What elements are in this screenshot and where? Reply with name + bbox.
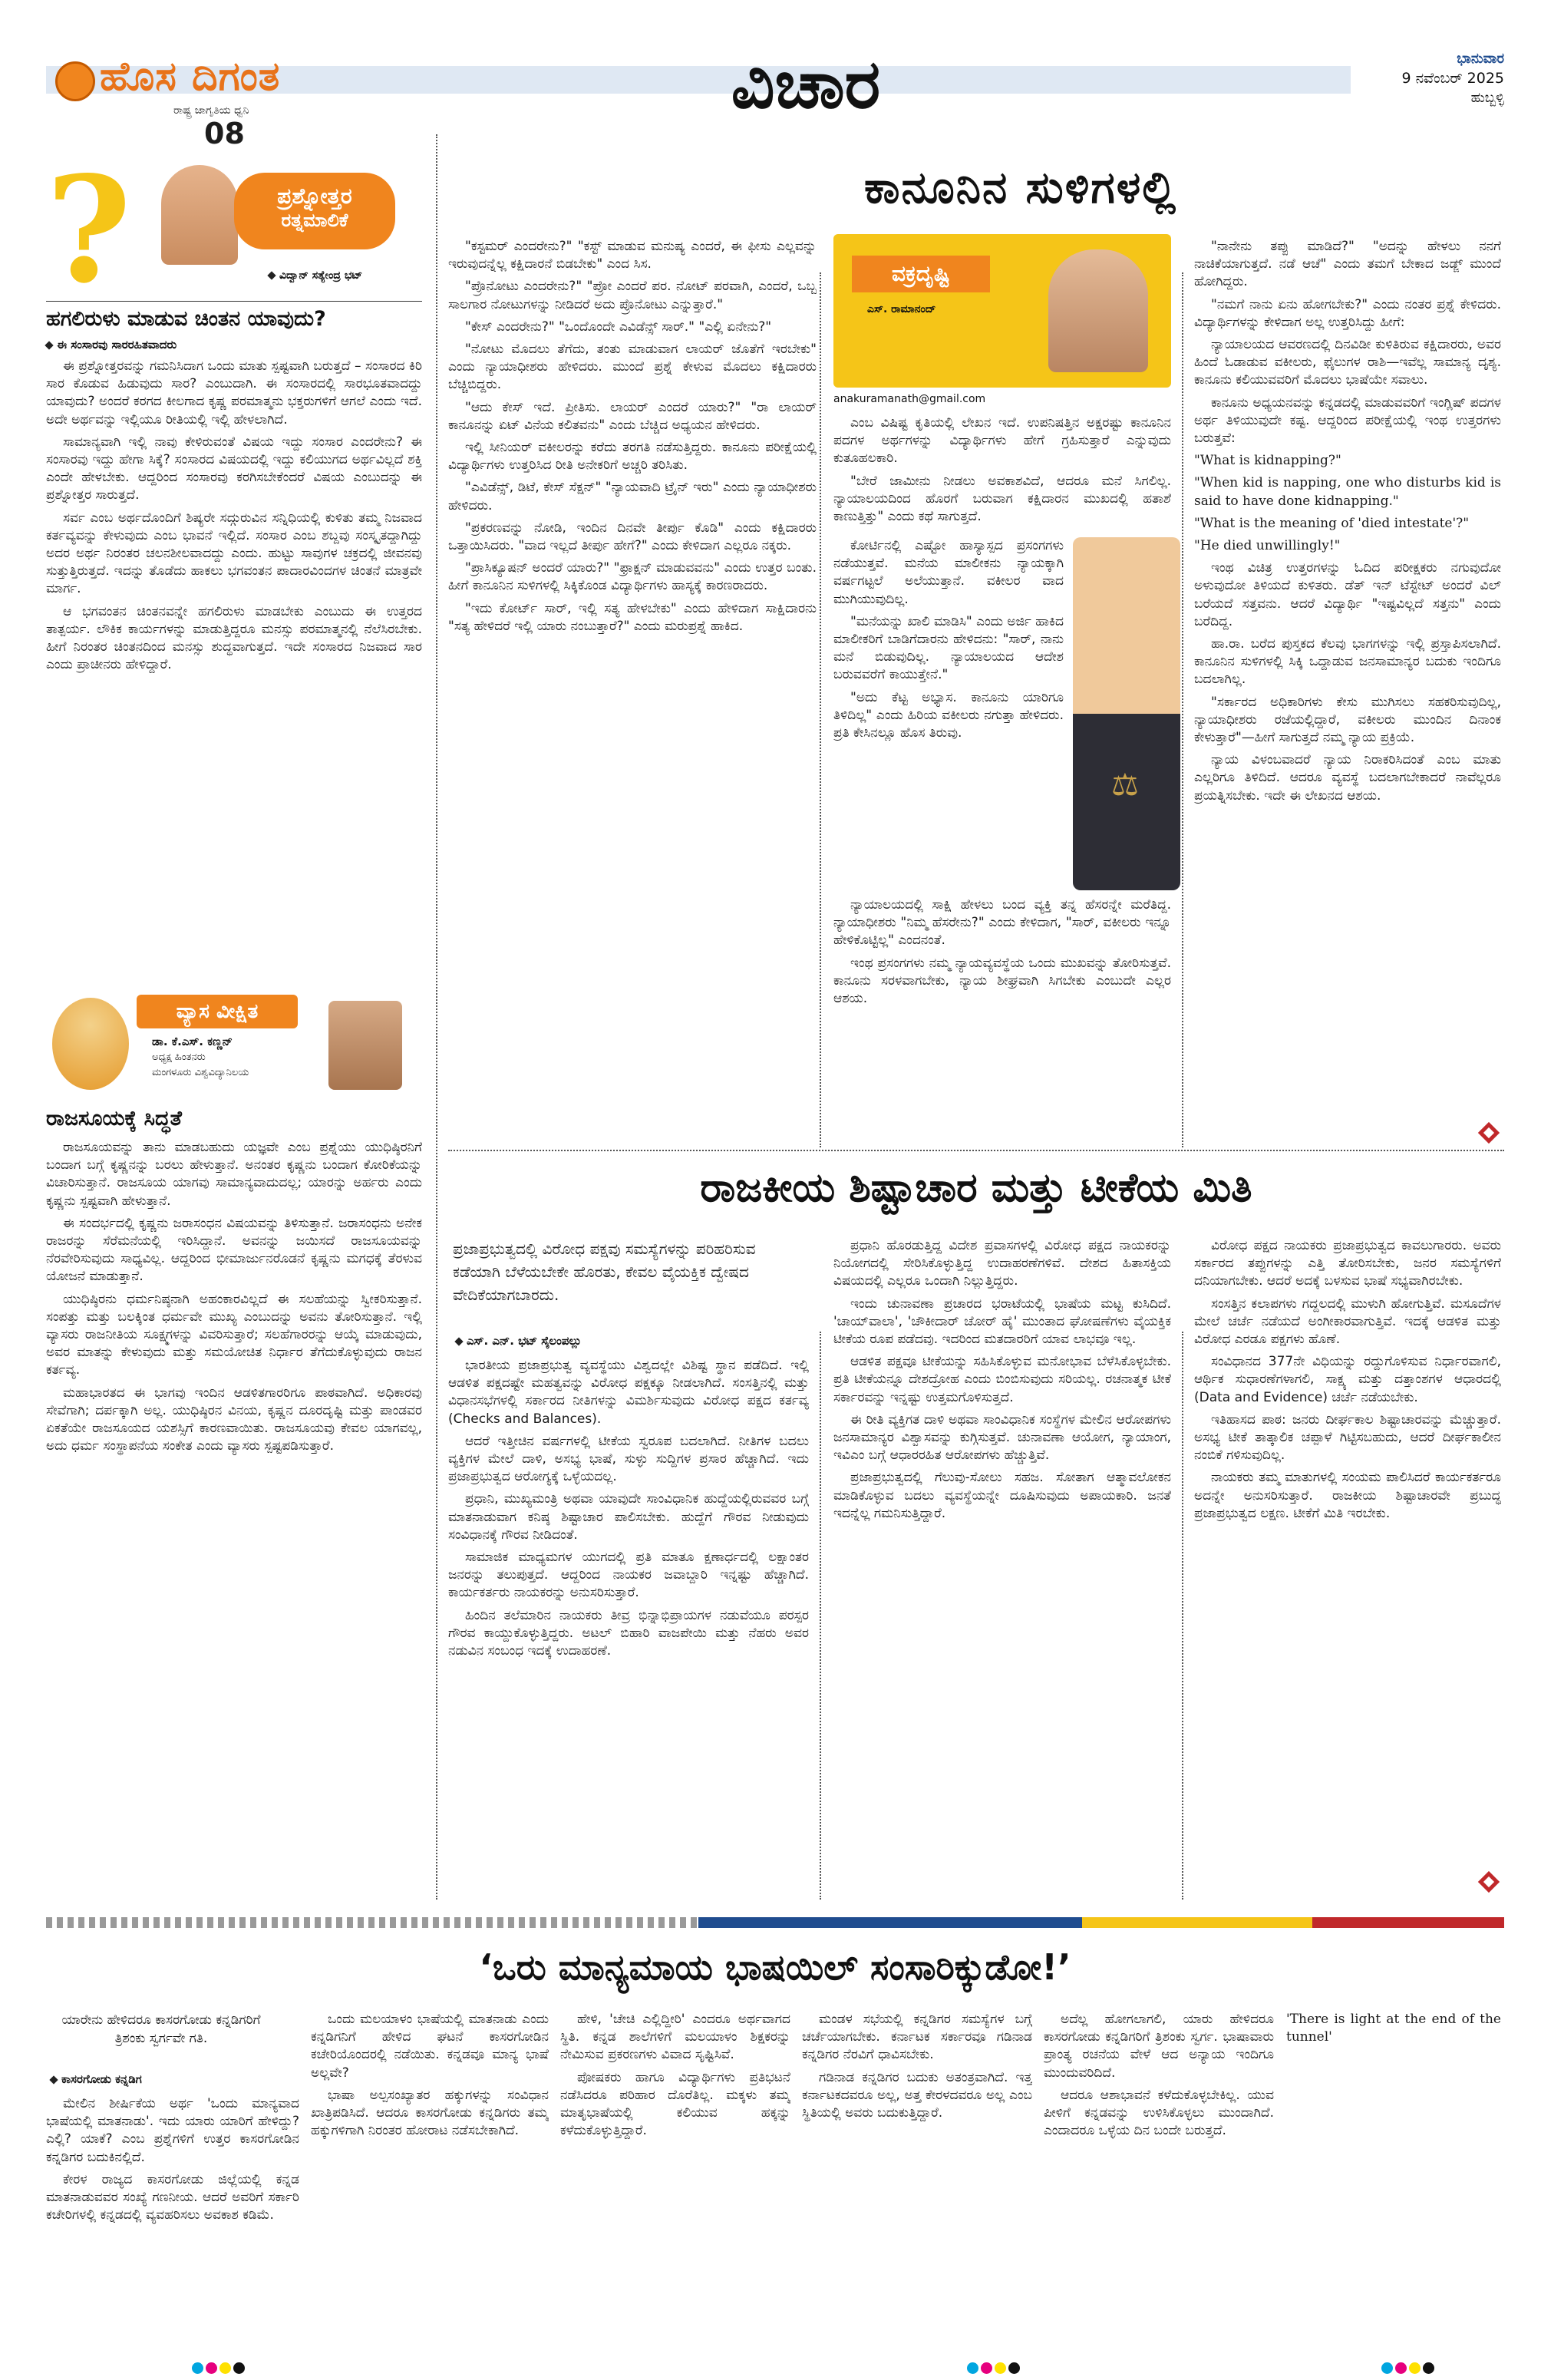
qa-question: ಹಗಲಿರುಳು ಮಾಡುವ ಚಿಂತನ ಯಾವುದು? — [46, 307, 326, 331]
pen-icon — [454, 1337, 463, 1345]
language-title: ‘ಒರು ಮಾನ್ಯಮಾಯ ಭಾಷಯಿಲ್ ಸಂಸಾರಿಕ್ಕುಡೋ!’ — [479, 1946, 1071, 1988]
qa-author-name: ವಿದ್ವಾನ್ ಸತ್ಯೇಂದ್ರ ಭಟ್ — [279, 269, 363, 282]
scales-of-justice-icon: ⚖ — [1111, 767, 1139, 803]
language-paragraph: ಅದೆಲ್ಲ ಹೋಗಲಾಗಲಿ, ಯಾರು ಹೇಳಿದರೂ ಕಾಸರಗೋಡು ಕನ್ನಡಿಗರಿಗೆ ತ್ರಿಶಂಕು ಸ್ವರ್ಗ. ಭಾಷಾವಾರು ಪ್ರಾಂತ್ಯ ರಚನೆಯ ವೇಳೆ ಆದ ಅನ್ಯಾಯ ಇಂದಿಗೂ ಮುಂದುವರಿದಿದೆ. — [1044, 2012, 1274, 2081]
vakradrushti-col2-bottom — [833, 896, 1171, 1134]
language-paragraph: ಹೇಳಿ, 'ಚೇಚಿ ಎಲ್ಲಿದ್ದೀರಿ' ಎಂದರೂ ಅರ್ಥವಾಗದ ಸ್ಥಿತಿ. ಕನ್ನಡ ಶಾಲೆಗಳಿಗೆ ಮಲಯಾಳಂ ಶಿಕ್ಷಕರನ್ನು ನೇಮಿಸುವ ಪ್ರಕರಣಗಳು ವಿವಾದ ಸೃಷ್ಟಿಸಿವೆ. — [560, 2012, 790, 2063]
vakradrushti-paragraph: ಇಂಥ ವಿಚಿತ್ರ ಉತ್ತರಗಳನ್ನು ಓದಿದ ಪರೀಕ್ಷಕರು ನಗುವುದೋ ಅಳುವುದೋ ತಿಳಿಯದೆ ಕುಳಿತರು. ಡೆತ್ ಇನ್ ಟೆಸ್ಟೇಟ್ ಅಂದರೆ ವಿಲ್ ಬರೆಯದೆ ಸತ್ತವನು. ಆದರೆ ವಿದ್ಯಾರ್ಥಿ "ಇಷ್ಟವಿಲ್ಲದೆ ಸತ್ತನು" ಎಂದು ಬರೆದಿದ್ದ. — [1194, 560, 1501, 629]
vakradrushti-paragraph: "ಇದು ಕೋರ್ಟ್ ಸಾರ್, ಇಲ್ಲಿ ಸತ್ಯ ಹೇಳಬೇಕು" ಎಂದು ಹೇಳಿದಾಗ ಸಾಕ್ಷಿದಾರನು "ಸತ್ಯ ಹೇಳಿದರೆ ಇಲ್ಲಿ ಯಾರು ನಂಬುತ್ತಾರೆ?" ಎಂದು ಮರುಪ್ರಶ್ನೆ ಹಾಕಿದ. — [448, 600, 817, 634]
vakradrushti-paragraph: ಕೋರ್ಟಿನಲ್ಲಿ ಎಷ್ಟೋ ಹಾಸ್ಯಾಸ್ಪದ ಪ್ರಸಂಗಗಳು ನಡೆಯುತ್ತವೆ. ಮನೆಯ ಮಾಲೀಕನು ನ್ಯಾಯಕ್ಕಾಗಿ ವರ್ಷಗಟ್ಟಲೆ ಅಲೆಯುತ್ತಾನೆ. ವಕೀಲರ ವಾದ ಮುಗಿಯುವುದಿಲ್ಲ. — [833, 538, 1064, 607]
politics-author-name: ಎಸ್. ಎನ್. ಭಟ್ ಸೈಲಂಪಲ್ಲು — [467, 1334, 582, 1348]
qa-badge — [234, 173, 395, 249]
politics-paragraph: ಪ್ರಧಾನಿ, ಮುಖ್ಯಮಂತ್ರಿ ಅಥವಾ ಯಾವುದೇ ಸಾಂವಿಧಾನಿಕ ಹುದ್ದೆಯಲ್ಲಿರುವವರ ಬಗ್ಗೆ ಮಾತನಾಡುವಾಗ ಕನಿಷ್ಠ ಶಿಷ್ಟಾಚಾರ ಪಾಲಿಸಬೇಕು. ಹುದ್ದೆಗೆ ಗೌರವ ನೀಡುವುದು ಸಂವಿಧಾನಕ್ಕೆ ಗೌರವ ನೀಡಿದಂತೆ. — [448, 1491, 809, 1543]
vyasa-author: ಡಾ. ಕೆ.ಎಸ್. ಕಣ್ಣನ್ — [152, 1035, 233, 1048]
vakradrushti-paragraph: ಇಲ್ಲಿ ಸೀನಿಯರ್ ವಕೀಲರನ್ನು ಕರೆದು ತರಗತಿ ನಡೆಸುತ್ತಿದ್ದರು. ಕಾನೂನು ಪರೀಕ್ಷೆಯಲ್ಲಿ ವಿದ್ಯಾರ್ಥಿಗಳು ಉತ್ತರಿಸಿದ ರೀತಿ ಅನೇಕರಿಗೆ ಅಚ್ಚರಿ ತರಿಸಿತು. — [448, 440, 817, 474]
politics-paragraph: ಪ್ರಧಾನಿ ಹೊರಡುತ್ತಿದ್ದ ವಿದೇಶ ಪ್ರವಾಸಗಳಲ್ಲಿ ವಿರೋಧ ಪಕ್ಷದ ನಾಯಕರನ್ನು ನಿಯೋಗದಲ್ಲಿ ಸೇರಿಸಿಕೊಳ್ಳುತ್ತಿದ್ದ ಉದಾಹರಣೆಗಳಿವೆ. ದೇಶದ ಹಿತಾಸಕ್ತಿಯ ವಿಷಯದಲ್ಲಿ ಎಲ್ಲರೂ ಒಂದಾಗಿ ನಿಲ್ಲುತ್ತಿದ್ದರು. — [833, 1238, 1171, 1289]
vakradrushti-col3 — [1194, 238, 1501, 1144]
qa-badge-line2: ರತ್ನಮಾಲಿಕೆ — [281, 210, 348, 231]
qa-paragraph: ಸಾಮಾನ್ಯವಾಗಿ ಇಲ್ಲಿ ನಾವು ಕೇಳಿರುವಂತೆ ವಿಷಯ ಇದ್ದು ಸಂಸಾರ ಎಂದರೇನು? ಈ ಸಂಸಾರವು ಇದ್ದು ಹೇಗಾ ಸಿಕ್ಕೆ? ಸಂಸಾರದ ವಿಷಯದಲ್ಲಿ ಇದ್ದು ಕಲಿಯುಗದ ಅರ್ಥವಿಲ್ಲದೆ ಶಕ್ತಿ ಎಂದೇ ಹೇಳಬೇಕು. ಆದ್ದರಿಂದ ಸಂಸಾರವು ಕರಗಿಸಬೇಕೆಂದರೆ ವಿಷಯ ಎಂಬುದನ್ನು ಈ ಪ್ರಶ್ನೋತ್ತರ ಸಾರುತ್ತದೆ. — [46, 434, 422, 503]
politics-paragraph: ಸಂಸತ್ತಿನ ಕಲಾಪಗಳು ಗದ್ದಲದಲ್ಲಿ ಮುಳುಗಿ ಹೋಗುತ್ತಿವೆ. ಮಸೂದೆಗಳ ಮೇಲೆ ಚರ್ಚೆ ನಡೆಯದೆ ಅಂಗೀಕಾರವಾಗುತ್ತಿವೆ. ಇದಕ್ಕೆ ಆಡಳಿತ ಮತ್ತು ವಿರೋಧ ಎರಡೂ ಪಕ್ಷಗಳು ಹೊಣೆ. — [1194, 1296, 1501, 1348]
vakradrushti-author-photo — [1048, 249, 1148, 372]
vakradrushti-paragraph: "ನಮಗೆ ನಾನು ಏನು ಹೋಗಬೇಕು?" ಎಂದು ನಂತರ ಪ್ರಶ್ನೆ ಕೇಳಿದರು. ವಿದ್ಯಾರ್ಥಿಗಳನ್ನು ಕೇಳಿದಾಗ ಅಲ್ಲ ಉತ್ತರಿಸಿದ್ದು ಹೀಗೆ: — [1194, 296, 1501, 330]
vakradrushti-paragraph: "ಪ್ರಾಸಿಕ್ಯೂಷನ್ ಅಂದರೆ ಯಾರು?" "ಫ್ರಾಕ್ಷನ್ ಮಾಡುವವನು" ಎಂದು ಉತ್ತರ ಬಂತು. ಹೀಗೆ ಕಾನೂನಿನ ಸುಳಿಗಳಲ್ಲಿ ಸಿಕ್ಕಿಕೊಂಡ ವಿದ್ಯಾರ್ಥಿಗಳು ಹಾಸ್ಯಕ್ಕೆ ಕಾರಣರಾದರು. — [448, 560, 817, 594]
vakradrushti-paragraph: "ಆದು ಕೇಸ್ ಇದೆ. ಪ್ರೀತಿಸು. ಲಾಯರ್ ಎಂದರೆ ಯಾರು?" "ರಾ ಲಾಯರ್ ಕಾನೂನನ್ನು ಏಟ್ ವಿನೆಯ ಕಲಿತವನು" ಎಂದು ಬೆಚ್ಚಿದ ಅಧ್ಯಯನ ಹೇಳಿದರು. — [448, 399, 817, 433]
issue-date-block — [1335, 51, 1504, 106]
issue-city: ಹುಬ್ಬಳ್ಳಿ — [1470, 90, 1504, 106]
vyasa-paragraph: ಯುಧಿಷ್ಠಿರನು ಧರ್ಮನಿಷ್ಠನಾಗಿ ಅಹಂಕಾರವಿಲ್ಲದೆ ಈ ಸಲಹೆಯನ್ನು ಸ್ವೀಕರಿಸುತ್ತಾನೆ. ಸಂಪತ್ತು ಮತ್ತು ಬಲಕ್ಕಿಂತ ಧರ್ಮವೇ ಮುಖ್ಯ ಎಂಬುದನ್ನು ಅವನು ತೋರಿಸುತ್ತಾನೆ. ಇಲ್ಲಿ ವ್ಯಾಸರು ರಾಜನೀತಿಯ ಸೂಕ್ಷ್ಮಗಳನ್ನು ವಿವರಿಸುತ್ತಾರೆ; ಸಲಹೆಗಾರರನ್ನು ಆಯ್ಕೆ ಮಾಡುವುದು, ಅವರ ಮಾತನ್ನು ಕೇಳುವುದು ಮತ್ತು ಸಮಯೋಚಿತ ನಿರ್ಧಾರ ತೆಗೆದುಕೊಳ್ಳುವುದು ರಾಜನ ಕರ್ತವ್ಯ. — [46, 1291, 422, 1378]
language-paragraph: ಮೇಲಿನ ಶೀರ್ಷಿಕೆಯ ಅರ್ಥ 'ಒಂದು ಮಾನ್ಯವಾದ ಭಾಷೆಯಲ್ಲಿ ಮಾತನಾಡು'. ಇದು ಯಾರು ಯಾರಿಗೆ ಹೇಳಿದ್ದು? ಎಲ್ಲಿ? ಯಾಕೆ? ಎಂಬ ಪ್ರಶ್ನೆಗಳಿಗೆ ಉತ್ತರ ಕಾಸರಗೋಡಿನ ಕನ್ನಡಿಗರ ಬದುಕಿನಲ್ಲಿದೆ. — [46, 2096, 299, 2165]
vakradrushti-paragraph: "ಕೇಸ್ ಎಂದರೇನು?" "ಒಂದೊಂದೇ ಎವಿಡೆನ್ಸ್ ಸಾರ್." "ಎಲ್ಲಿ ಏನೇನು?" — [465, 319, 772, 335]
qa-author-photo — [161, 165, 238, 265]
vyasa-sage-illustration — [52, 998, 129, 1090]
language-author-name: ಕಾಸರಗೋಡು ಕನ್ನಡಿಗ — [61, 2072, 142, 2086]
language-col5 — [1044, 2011, 1274, 2349]
english-quote: 'There is light at the end of the tunnel' — [1286, 2012, 1501, 2045]
language-paragraph: ಗಡಿನಾಡ ಕನ್ನಡಿಗರ ಬದುಕು ಅತಂತ್ರವಾಗಿದೆ. ಇತ್ತ ಕರ್ನಾಟಕದವರೂ ಅಲ್ಲ, ಅತ್ತ ಕೇರಳದವರೂ ಅಲ್ಲ ಎಂಬ ಸ್ಥಿತಿಯಲ್ಲಿ ಅವರು ಬದುಕುತ್ತಿದ್ದಾರೆ. — [802, 2069, 1032, 2121]
cmyk-marks-center — [967, 2362, 1022, 2377]
vakradrushti-paragraph: ಎಂಬ ವಿಷಿಷ್ಟ ಕೃತಿಯಲ್ಲಿ ಲೇಖನ ಇದೆ. ಉಪನಿಷತ್ತಿನ ಅಕ್ಷರಷ್ಟು ಕಾನೂನಿನ ಪದಗಳ ಅರ್ಥಗಳನ್ನು ವಿದ್ಯಾರ್ಥಿಗಳು ಹೇಗೆ ಗ್ರಹಿಸುತ್ತಾರೆ ಎನ್ನುವುದು ಕುತೂಹಲಕಾರಿ. — [833, 415, 1171, 467]
politics-paragraph: ವಿರೋಧ ಪಕ್ಷದ ನಾಯಕರು ಪ್ರಜಾಪ್ರಭುತ್ವದ ಕಾವಲುಗಾರರು. ಅವರು ಸರ್ಕಾರದ ತಪ್ಪುಗಳನ್ನು ಎತ್ತಿ ತೋರಿಸಬೇಕು, ಜನರ ಸಮಸ್ಯೆಗಳಿಗೆ ದನಿಯಾಗಬೇಕು. ಆದರೆ ಅದಕ್ಕೆ ಬಳಸುವ ಭಾಷೆ ಸಭ್ಯವಾಗಿರಬೇಕು. — [1194, 1238, 1501, 1289]
qa-asker — [46, 338, 177, 352]
language-paragraph: ಮಂಡಳ ಸಭೆಯಲ್ಲಿ ಕನ್ನಡಿಗರ ಸಮಸ್ಯೆಗಳ ಬಗ್ಗೆ ಚರ್ಚೆಯಾಗಬೇಕು. ಕರ್ನಾಟಕ ಸರ್ಕಾರವೂ ಗಡಿನಾಡ ಕನ್ನಡಿಗರ ನೆರವಿಗೆ ಧಾವಿಸಬೇಕು. — [802, 2012, 1032, 2063]
cartoon-lawyer-illustration — [1073, 537, 1180, 890]
politics-paragraph: ಇತಿಹಾಸದ ಪಾಠ: ಜನರು ದೀರ್ಘಕಾಲ ಶಿಷ್ಟಾಚಾರವನ್ನು ಮೆಚ್ಚುತ್ತಾರೆ. ಅಸಭ್ಯ ಟೀಕೆ ತಾತ್ಕಾಲಿಕ ಚಪ್ಪಾಳೆ ಗಿಟ್ಟಿಸಬಹುದು, ಆದರೆ ದೀರ್ಘಕಾಲೀನ ನಂಬಿಕೆ ಗಳಿಸುವುದಿಲ್ಲ. — [1194, 1411, 1501, 1464]
politics-paragraph: ನಾಯಕರು ತಮ್ಮ ಮಾತುಗಳಲ್ಲಿ ಸಂಯಮ ಪಾಲಿಸಿದರೆ ಕಾರ್ಯಕರ್ತರೂ ಅದನ್ನೇ ಅನುಸರಿಸುತ್ತಾರೆ. ರಾಜಕೀಯ ಶಿಷ್ಟಾಚಾರವೇ ಪ್ರಬುದ್ಧ ಪ್ರಜಾಪ್ರಭುತ್ವದ ಲಕ್ಷಣ. ಟೀಕೆಗೆ ಮಿತಿ ಇರಬೇಕು. — [1194, 1470, 1501, 1521]
page-number: 08 — [204, 117, 245, 150]
qa-header — [46, 144, 422, 315]
pen-icon — [45, 341, 53, 349]
qa-author — [269, 269, 362, 282]
vakradrushti-title: ಕಾನೂನಿನ ಸುಳಿಗಳಲ್ಲಿ — [863, 161, 1178, 213]
politics-col3 — [1194, 1237, 1501, 1897]
vakradrushti-badge: ವಕ್ರದೃಷ್ಟಿ — [852, 256, 990, 292]
qa-paragraph: ಆ ಭಗವಂತನ ಚಿಂತನವನ್ನೇ ಹಗಲಿರುಳು ಮಾಡಬೇಕು ಎಂಬುದು ಈ ಉತ್ತರದ ತಾತ್ಪರ್ಯ. ಲೌಕಿಕ ಕಾರ್ಯಗಳನ್ನು ಮಾಡುತ್ತಿದ್ದರೂ ಮನಸ್ಸು ಪರಮಾತ್ಮನಲ್ಲಿ ನೆಲೆಸಿರಬೇಕು. ಹೀಗೆ ನಿರಂತರ ಚಿಂತನದಿಂದ ಮನಸ್ಸು ಶುದ್ಧವಾಗುತ್ತದೆ. ಇದೇ ಸಂಸಾರದ ನಿಜವಾದ ಸಾರ ಎಂದು ಪ್ರಾಚೀನರು ಹೇಳಿದ್ದಾರೆ. — [46, 603, 422, 673]
vakradrushti-paragraph: "ಎವಿಡೆನ್ಸ್, ಡಿಟೆ, ಕೇಸ್ ಸೆಕ್ಷನ್" "ನ್ಯಾಯವಾದಿ ಟ್ರೈನ್ ಇರು" ಎಂದು ನ್ಯಾಯಾಧೀಶರು ಹೇಳಿದರು. — [448, 480, 817, 513]
issue-date: 9 ನವೆಂಬರ್ 2025 — [1401, 70, 1504, 87]
section-title: ವಿಚಾರ — [731, 45, 881, 124]
logo-text: ಹೊಸ ದಿಗಂತ — [100, 54, 281, 100]
language-paragraph: ಆದರೂ ಆಶಾಭಾವನೆ ಕಳೆದುಕೊಳ್ಳಬೇಕಿಲ್ಲ. ಯುವ ಪೀಳಿಗೆ ಕನ್ನಡವನ್ನು ಉಳಿಸಿಕೊಳ್ಳಲು ಮುಂದಾಗಿದೆ. ಎಂದಾದರೂ ಒಳ್ಳೆಯ ದಿನ ಬಂದೇ ಬರುತ್ತದೆ. — [1044, 2087, 1274, 2139]
vakradrushti-paragraph: "ನಾನೇನು ತಪ್ಪು ಮಾಡಿದೆ?" "ಅದನ್ನು ಹೇಳಲು ನನಗೆ ನಾಚಿಕೆಯಾಗುತ್ತದೆ. ನಡೆ ಆಚೆ" ಎಂದು ತಮಗೆ ಬೇಕಾದ ಜಡ್ಜ್ ಮುಂದೆ ಹೋಗಿದ್ದರು. — [1194, 239, 1501, 290]
vyasa-author-org: ಮಂಗಳೂರು ವಿಶ್ವವಿದ್ಯಾನಿಲಯ — [152, 1067, 249, 1078]
vakradrushti-paragraph: "ಪ್ರೊನೋಟು ಎಂದರೇನು?" "ಪ್ರೋ ಎಂದರೆ ಪರ. ನೋಟ್ ಪರವಾಗಿ, ಎಂದರೆ, ಒಬ್ಬ ಸಾಲಗಾರ ನೋಟುಗಳನ್ನು ನೀಡಿದರೆ ಅದು ಪ್ರೊನೋಟು ಎನ್ನುತ್ತಾರೆ." — [448, 279, 817, 312]
qa-body — [46, 358, 422, 987]
vakradrushti-paragraph: "ಅದು ಕೆಟ್ಟ ಅಭ್ಯಾಸ. ಕಾನೂನು ಯಾರಿಗೂ ತಿಳಿದಿಲ್ಲ" ಎಂದು ಹಿರಿಯ ವಕೀಲರು ನಗುತ್ತಾ ಹೇಳಿದರು. ಪ್ರತಿ ಕೇಸಿನಲ್ಲೂ ಹೊಸ ತಿರುವು. — [833, 689, 1064, 741]
vakradrushti-paragraph: ನ್ಯಾಯಾಲಯದ ಆವರಣದಲ್ಲಿ ದಿನವಿಡೀ ಕುಳಿತಿರುವ ಕಕ್ಷಿದಾರರು, ಅವರ ಹಿಂದೆ ಓಡಾಡುವ ವಕೀಲರು, ಫೈಲುಗಳ ರಾಶಿ—ಇವೆಲ್ಲ ಸಾಮಾನ್ಯ ದೃಶ್ಯ. ಕಾನೂನು ಕಲಿಯುವವರಿಗೆ ಮೊದಲು ಭಾಷೆಯೇ ಸವಾಲು. — [1194, 337, 1501, 388]
vakradrushti-paragraph: "ಮನೆಯನ್ನು ಖಾಲಿ ಮಾಡಿಸಿ" ಎಂದು ಅರ್ಜಿ ಹಾಕಿದ ಮಾಲೀಕರಿಗೆ ಬಾಡಿಗೆದಾರನು ಹೇಳಿದನು: "ಸಾರ್, ನಾನು ಮನೆ ಬಿಡುವುದಿಲ್ಲ. ನ್ಯಾಯಾಲಯದ ಆದೇಶ ಬರುವವರೆಗೆ ಕಾಯುತ್ತೇನೆ." — [833, 613, 1064, 683]
question-mark-icon: ? — [46, 144, 132, 315]
language-col3 — [560, 2011, 790, 2349]
vyasa-paragraph: ಮಹಾಭಾರತದ ಈ ಭಾಗವು ಇಂದಿನ ಆಡಳಿತಗಾರರಿಗೂ ಪಾಠವಾಗಿದೆ. ಅಧಿಕಾರವು ಸೇವೆಗಾಗಿ; ದರ್ಪಕ್ಕಾಗಿ ಅಲ್ಲ. ಯುಧಿಷ್ಠಿರನ ವಿನಯ, ಕೃಷ್ಣನ ದೂರದೃಷ್ಟಿ ಮತ್ತು ಪಾಂಡವರ ಏಕತೆಯೇ ರಾಜಸೂಯದ ಯಶಸ್ಸಿಗೆ ಕಾರಣವಾಯಿತು. ರಾಜಸೂಯವು ಕೇವಲ ಯಾಗವಲ್ಲ, ಅದು ಧರ್ಮ ಸಂಸ್ಥಾಪನೆಯ ಸಂಕೇತ ಎಂದು ವ್ಯಾಸರು ಸ್ಪಷ್ಟಪಡಿಸುತ್ತಾರೆ. — [46, 1385, 422, 1454]
politics-paragraph: ಭಾರತೀಯ ಪ್ರಜಾಪ್ರಭುತ್ವ ವ್ಯವಸ್ಥೆಯು ವಿಶ್ವದಲ್ಲೇ ವಿಶಿಷ್ಟ ಸ್ಥಾನ ಪಡೆದಿದೆ. ಇಲ್ಲಿ ಆಡಳಿತ ಪಕ್ಷದಷ್ಟೇ ಮಹತ್ವವನ್ನು ವಿರೋಧ ಪಕ್ಷಕ್ಕೂ ನೀಡಲಾಗಿದೆ. ಸಂಸತ್ತಿನಲ್ಲಿ ಮತ್ತು ವಿಧಾನಸಭೆಗಳಲ್ಲಿ ಸರ್ಕಾರದ ನೀತಿಗಳನ್ನು ವಿಮರ್ಶಿಸುವುದು ವಿರೋಧ ಪಕ್ಷದ ಕರ್ತವ್ಯ (Checks and Balances). — [448, 1358, 809, 1427]
vakradrushti-paragraph: ನ್ಯಾಯಾಲಯದಲ್ಲಿ ಸಾಕ್ಷಿ ಹೇಳಲು ಬಂದ ವ್ಯಕ್ತಿ ತನ್ನ ಹೆಸರನ್ನೇ ಮರೆತಿದ್ದ. ನ್ಯಾಯಾಧೀಶರು "ನಿಮ್ಮ ಹೆಸರೇನು?" ಎಂದು ಕೇಳಿದಾಗ, "ಸಾರ್, ವಕೀಲರು ಇನ್ನೂ ಹೇಳಿಕೊಟ್ಟಿಲ್ಲ" ಎಂದನಂತೆ. — [833, 897, 1171, 949]
vakradrushti-paragraph: "ಬೇರೆ ಜಾಮೀನು ನೀಡಲು ಅವಕಾಶವಿದೆ, ಆದರೂ ಮನೆ ಸಿಗಲಿಲ್ಲ. ನ್ಯಾಯಾಲಯದಿಂದ ಹೊರಗೆ ಬರುವಾಗ ಕಕ್ಷಿದಾರನ ಮುಖದಲ್ಲಿ ಹತಾಶೆ ಕಾಣುತ್ತಿತ್ತು" ಎಂದು ಕಥೆ ಸಾಗುತ್ತದೆ. — [833, 473, 1171, 525]
politics-paragraph: ಇಂದು ಚುನಾವಣಾ ಪ್ರಚಾರದ ಭರಾಟೆಯಲ್ಲಿ ಭಾಷೆಯ ಮಟ್ಟ ಕುಸಿದಿದೆ. 'ಚಾಯ್‌ವಾಲಾ', 'ಚೌಕೀದಾರ್ ಚೋರ್ ಹೈ' ಮುಂತಾದ ಘೋಷಣೆಗಳು ವೈಯಕ್ತಿಕ ಟೀಕೆಯ ರೂಪ ಪಡೆದವು. ಇದರಿಂದ ಮತದಾರರಿಗೆ ಯಾವ ಲಾಭವೂ ಇಲ್ಲ. — [833, 1296, 1171, 1348]
language-paragraph: ಕೇರಳ ರಾಜ್ಯದ ಕಾಸರಗೋಡು ಜಿಲ್ಲೆಯಲ್ಲಿ ಕನ್ನಡ ಮಾತನಾಡುವವರ ಸಂಖ್ಯೆ ಗಣನೀಯ. ಆದರೆ ಅವರಿಗೆ ಸರ್ಕಾರಿ ಕಚೇರಿಗಳಲ್ಲಿ ಕನ್ನಡದಲ್ಲಿ ವ್ಯವಹರಿಸಲು ಅವಕಾಶ ಕಡಿಮೆ. — [46, 2171, 299, 2223]
politics-title: ರಾಜಕೀಯ ಶಿಷ್ಟಾಚಾರ ಮತ್ತು ಟೀಕೆಯ ಮಿತಿ — [700, 1165, 1252, 1211]
vakradrushti-paragraph: ಹಾ.ರಾ. ಬರೆದ ಪುಸ್ತಕದ ಕೆಲವು ಭಾಗಗಳನ್ನು ಇಲ್ಲಿ ಪ್ರಸ್ತಾಪಿಸಲಾಗಿದೆ. ಕಾನೂನಿನ ಸುಳಿಗಳಲ್ಲಿ ಸಿಕ್ಕಿ ಒದ್ದಾಡುವ ಜನಸಾಮಾನ್ಯರ ಬದುಕು ಇಂದಿಗೂ ಬದಲಾಗಿಲ್ಲ. — [1194, 636, 1501, 688]
qa-asker-name: ಈ ಸಂಸಾರವು ಸಾರರಹಿತವಾದರು — [57, 338, 177, 352]
vakradrushti-paragraph: "ನೋಟು ಮೊದಲು ತೆಗೆದು, ತಂತು ಮಾಡುವಾಗ ಲಾಯರ್ ಜೊತೆಗೆ ಇರಬೇಕು" ಎಂದು ನ್ಯಾಯಾಧೀಶರು ಹೇಳಿದರು. ಮುಂದೆ ಪ್ರಶ್ನೆ ಕೇಳುವ ಮೊದಲು ಕಕ್ಷಿದಾರರು ಬೆಚ್ಚಿಬಿದ್ದರು. — [448, 342, 817, 393]
cmyk-marks-left — [192, 2362, 247, 2377]
english-quote: "He died unwillingly!" — [1194, 538, 1341, 554]
qa-paragraph: ಸರ್ವ ಎಂಬ ಅರ್ಥದೊಂದಿಗೆ ಶಿಷ್ಯರೇ ಸದ್ಗುರುವಿನ ಸನ್ನಿಧಿಯಲ್ಲಿ ಕುಳಿತು ತಮ್ಮ ನಿಜವಾದ ಕರ್ತವ್ಯವನ್ನು ಕೇಳುವುದು ಎಂಬ ಭಾವನೆ ಇಲ್ಲಿದೆ. ಸಂಸಾರ ಎಂಬ ಶಬ್ದವು ಸಂಸ್ಕೃತದ್ದಾಗಿದ್ದು ಅದರ ಅರ್ಥ ನಿರಂತರ ಚಲನಶೀಲವಾದದ್ದು ಎಂದು. ಹುಟ್ಟು ಸಾವುಗಳ ಚಕ್ರದಲ್ಲಿ ಜೀವನವು ಸುತ್ತುತ್ತಿರುತ್ತದೆ. ಇದನ್ನು ತೊಡೆದು ಹಾಕಲು ಭಗವಂತನ ಪಾದಾರವಿಂದಗಳ ಚಿಂತನೆ ಮಾತ್ರವೇ ಮಾರ್ಗ. — [46, 510, 422, 597]
politics-deck: ಪ್ರಜಾಪ್ರಭುತ್ವದಲ್ಲಿ ವಿರೋಧ ಪಕ್ಷವು ಸಮಸ್ಯೆಗಳನ್ನು ಪರಿಹರಿಸುವ ಕಡೆಯಾಗಿ ಬೆಳೆಯಬೇಕೇ ಹೊರತು, ಕೇವಲ ವೈಯಕ್ತಿಕ ದ್ವೇಷದ ವೇದಿಕೆಯಾಗಬಾರದು. — [453, 1240, 756, 1304]
pen-icon — [267, 271, 276, 279]
vakradrushti-paragraph: ನ್ಯಾಯ ವಿಳಂಬವಾದರೆ ನ್ಯಾಯ ನಿರಾಕರಿಸಿದಂತೆ ಎಂಬ ಮಾತು ಎಲ್ಲರಿಗೂ ತಿಳಿದಿದೆ. ಆದರೂ ವ್ಯವಸ್ಥೆ ಬದಲಾಗಬೇಕಾದರೆ ನಾವೆಲ್ಲರೂ ಪ್ರಯತ್ನಿಸಬೇಕು. ಇದೇ ಈ ಲೇಖನದ ಆಶಯ. — [1194, 752, 1501, 804]
cmyk-marks-right — [1381, 2362, 1437, 2377]
politics-paragraph: ಆದರೆ ಇತ್ತೀಚಿನ ವರ್ಷಗಳಲ್ಲಿ ಟೀಕೆಯ ಸ್ವರೂಪ ಬದಲಾಗಿದೆ. ನೀತಿಗಳ ಬದಲು ವ್ಯಕ್ತಿಗಳ ಮೇಲೆ ದಾಳಿ, ಅಸಭ್ಯ ಭಾಷೆ, ಸುಳ್ಳು ಸುದ್ದಿಗಳ ಪ್ರಸಾರ ಹೆಚ್ಚಾಗಿದೆ. ಇದು ಪ್ರಜಾಪ್ರಭುತ್ವದ ಆರೋಗ್ಯಕ್ಕೆ ಒಳ್ಳೆಯದಲ್ಲ. — [448, 1433, 809, 1485]
vyasa-title: ರಾಜಸೂಯಕ್ಕೆ ಸಿದ್ಧತೆ — [46, 1107, 182, 1131]
vakradrushti-email: anakuramanath@gmail.com — [833, 393, 986, 405]
vakradrushti-col2-top — [833, 414, 1171, 530]
politics-paragraph: ಆಡಳಿತ ಪಕ್ಷವೂ ಟೀಕೆಯನ್ನು ಸಹಿಸಿಕೊಳ್ಳುವ ಮನೋಭಾವ ಬೆಳೆಸಿಕೊಳ್ಳಬೇಕು. ಪ್ರತಿ ಟೀಕೆಯನ್ನೂ ದೇಶದ್ರೋಹ ಎಂದು ಬಿಂಬಿಸುವುದು ಸರಿಯಲ್ಲ. ರಚನಾತ್ಮಕ ಟೀಕೆ ಸರ್ಕಾರವನ್ನು ಇನ್ನಷ್ಟು ಉತ್ತಮಗೊಳಿಸುತ್ತದೆ. — [833, 1354, 1171, 1405]
vyasa-paragraph: ರಾಜಸೂಯವನ್ನು ತಾನು ಮಾಡಬಹುದು ಯಜ್ಞವೇ ಎಂಬ ಪ್ರಶ್ನೆಯು ಯುಧಿಷ್ಠಿರನಿಗೆ ಬಂದಾಗ ಬಗ್ಗೆ ಕೃಷ್ಣನನ್ನು ಬರಲು ಹೇಳುತ್ತಾನೆ. ಅನಂತರ ಕೃಷ್ಣನು ಬಂದಾಗ ಕೋರಿಕೆಯನ್ನು ವಿಚಾರಿಸುತ್ತಾನೆ. ರಾಜಸೂಯ ಯಾಗವು ಸಾಮಾನ್ಯವಾದುದಲ್ಲ; ಯಾರನ್ನು ಅರ್ಹರು ಎಂದು ಕೃಷ್ಣನು ಸ್ಪಷ್ಟವಾಗಿ ಹೇಳುತ್ತಾನೆ. — [46, 1140, 422, 1209]
politics-paragraph: ಪ್ರಜಾಪ್ರಭುತ್ವದಲ್ಲಿ ಗೆಲುವು-ಸೋಲು ಸಹಜ. ಸೋತಾಗ ಆತ್ಮಾವಲೋಕನ ಮಾಡಿಕೊಳ್ಳುವ ಬದಲು ವ್ಯವಸ್ಥೆಯನ್ನೇ ದೂಷಿಸುವುದು ಅಪಾಯಕಾರಿ. ಜನತೆ ಇದನ್ನೆಲ್ಲ ಗಮನಿಸುತ್ತಿದ್ದಾರೆ. — [833, 1470, 1171, 1521]
language-col1 — [46, 2095, 299, 2349]
language-paragraph: ಭಾಷಾ ಅಲ್ಪಸಂಖ್ಯಾತರ ಹಕ್ಕುಗಳನ್ನು ಸಂವಿಧಾನ ಖಾತ್ರಿಪಡಿಸಿದೆ. ಆದರೂ ಕಾಸರಗೋಡು ಕನ್ನಡಿಗರು ತಮ್ಮ ಹಕ್ಕುಗಳಿಗಾಗಿ ನಿರಂತರ ಹೋರಾಟ ನಡೆಸಬೇಕಾಗಿದೆ. — [311, 2087, 549, 2139]
vyasa-paragraph: ಈ ಸಂದರ್ಭದಲ್ಲಿ ಕೃಷ್ಣನು ಜರಾಸಂಧನ ವಿಷಯವನ್ನು ತಿಳಿಸುತ್ತಾನೆ. ಜರಾಸಂಧನು ಅನೇಕ ರಾಜರನ್ನು ಸೆರೆಮನೆಯಲ್ಲಿ ಇರಿಸಿದ್ದಾನೆ. ಅವನನ್ನು ಜಯಿಸದೆ ರಾಜಸೂಯವನ್ನು ನೆರವೇರಿಸುವುದು ಸಾಧ್ಯವಿಲ್ಲ. ಆದ್ದರಿಂದ ಭೀಮಾರ್ಜುನರೊಡನೆ ಕೃಷ್ಣನು ಮಗಧಕ್ಕೆ ತೆರಳುವ ಯೋಜನೆ ಮಾಡುತ್ತಾನೆ. — [46, 1215, 422, 1285]
language-author — [51, 2072, 142, 2086]
vyasa-author-role: ಅಧ್ಯಕ್ಷ ಹಿಂತನರು — [152, 1051, 206, 1063]
vakradrushti-paragraph: ಇಂಥ ಪ್ರಸಂಗಗಳು ನಮ್ಮ ನ್ಯಾಯವ್ಯವಸ್ಥೆಯ ಒಂದು ಮುಖವನ್ನು ತೋರಿಸುತ್ತವೆ. ಕಾನೂನು ಸರಳವಾಗಬೇಕು, ನ್ಯಾಯ ಶೀಘ್ರವಾಗಿ ಸಿಗಬೇಕು ಎಂಬುದೇ ಎಲ್ಲರ ಆಶಯ. — [833, 955, 1171, 1007]
language-col2 — [311, 2011, 549, 2349]
vakradrushti-paragraph: "ಸರ್ಕಾರದ ಅಧಿಕಾರಿಗಳು ಕೇಸು ಮುಗಿಸಲು ಸಹಕರಿಸುವುದಿಲ್ಲ, ನ್ಯಾಯಾಧೀಶರು ರಜೆಯಲ್ಲಿದ್ದಾರೆ, ವಕೀಲರು ಮುಂದಿನ ದಿನಾಂಕ ಕೇಳುತ್ತಾರೆ"—ಹೀಗೆ ಸಾಗುತ್ತದೆ ನಮ್ಮ ನ್ಯಾಯ ಪ್ರಕ್ರಿಯೆ. — [1194, 694, 1501, 746]
masthead — [0, 0, 1541, 157]
language-paragraph: ಒಂದು ಮಲಯಾಳಂ ಭಾಷೆಯಲ್ಲಿ ಮಾತನಾಡು ಎಂದು ಕನ್ನಡಿಗನಿಗೆ ಹೇಳಿದ ಘಟನೆ ಕಾಸರಗೋಡಿನ ಕಚೇರಿಯೊಂದರಲ್ಲಿ ನಡೆಯಿತು. ಕನ್ನಡವೂ ಮಾನ್ಯ ಭಾಷೆ ಅಲ್ಲವೇ? — [311, 2012, 549, 2081]
logo-emblem-icon — [55, 61, 95, 101]
language-col6 — [1286, 2011, 1501, 2349]
politics-author — [456, 1334, 582, 1348]
brand-logo[interactable] — [51, 51, 381, 150]
politics-paragraph: ಸಂವಿಧಾನದ 377ನೇ ವಿಧಿಯನ್ನು ರದ್ದುಗೊಳಿಸುವ ನಿರ್ಧಾರವಾಗಲಿ, ಆರ್ಥಿಕ ಸುಧಾರಣೆಗಳಾಗಲಿ, ಸಾಕ್ಷ್ಯ ಮತ್ತು ದತ್ತಾಂಶಗಳ ಆಧಾರದಲ್ಲಿ (Data and Evidence) ಚರ್ಚೆ ನಡೆಯಬೇಕು. — [1194, 1354, 1501, 1405]
qa-paragraph: ಈ ಪ್ರಶ್ನೋತ್ತರವನ್ನು ಗಮನಿಸಿದಾಗ ಒಂದು ಮಾತು ಸ್ಪಷ್ಟವಾಗಿ ಬರುತ್ತದೆ – ಸಂಸಾರದ ಕಿರಿ ಸಾರ ಕೊಡುವ ಹಿಡುವುದು ಸಾರ? ಎಂಬುದಾಗಿ. ಈ ಸಂಸಾರದಲ್ಲಿ ಸಾರಭೂತವಾದದ್ದು ಯಾವುದು? ಅಂದರೆ ಕರಗದ ಕೀಲಗಾದ ಕೃಷ್ಣ ಪರಮಾತ್ಮನು ಭಕ್ತರುಗಳಿಗೆ ಆಗಲೆ ಎಂದು ಇದೆ. ಅದೇ ಅರ್ಥವನ್ನು ಇಲ್ಲಿಯೂ ರೀತಿಯಲ್ಲಿ ಇಲ್ಲಿ ಹೇಳಲಾಗಿದೆ. — [46, 358, 422, 427]
color-strip — [46, 1917, 1504, 1928]
vakradrushti-author: ಎಸ್. ರಾಮಾನಂದ್ — [867, 303, 936, 315]
vyasa-badge: ವ್ಯಾಸ ವೀಕ್ಷಿತ — [137, 995, 298, 1028]
issue-day: ಭಾನುವಾರ — [1457, 51, 1504, 67]
pen-icon — [49, 2075, 58, 2084]
english-quote: "What is kidnapping?" — [1194, 453, 1341, 469]
vyasa-author-photo — [328, 1001, 402, 1090]
logo-tagline: ರಾಷ್ಟ್ರ ಜಾಗೃತಿಯ ಧ್ವನಿ — [173, 104, 249, 117]
vakradrushti-paragraph: "ಕಸ್ಟಮರ್ ಎಂದರೇನು?" "ಕಸ್ಟ್ ಮಾಡುವ ಮನುಷ್ಯ ಎಂದರೆ, ಈ ಫೀಸು ಎಲ್ಲವನ್ನು ಇರುವುದನ್ನೆಲ್ಲ ಕಕ್ಷಿದಾರನೆ ಬಿಡಬೇಕು" ಎಂದ ಸಿಸ. — [448, 239, 817, 272]
qa-badge-line1: ಪ್ರಶ್ನೋತ್ತರ — [277, 183, 352, 209]
vyasa-header — [52, 990, 405, 1098]
vakradrushti-paragraph: ಕಾನೂನು ಅಧ್ಯಯನವನ್ನು ಕನ್ನಡದಲ್ಲಿ ಮಾಡುವವರಿಗೆ ಇಂಗ್ಲಿಷ್ ಪದಗಳ ಅರ್ಥ ತಿಳಿಯುವುದೇ ಕಷ್ಟ. ಆದ್ದರಿಂದ ಪರೀಕ್ಷೆಯಲ್ಲಿ ಇಂಥ ಉತ್ತರಗಳು ಬರುತ್ತವೆ: — [1194, 394, 1501, 447]
vyasa-body — [46, 1139, 422, 1899]
vakradrushti-col1 — [448, 238, 817, 1136]
politics-col2 — [833, 1237, 1171, 1897]
vakradrushti-col2 — [833, 537, 1064, 890]
language-col4 — [802, 2011, 1032, 2349]
politics-col1 — [448, 1357, 809, 1894]
politics-paragraph: ಸಾಮಾಜಿಕ ಮಾಧ್ಯಮಗಳ ಯುಗದಲ್ಲಿ ಪ್ರತಿ ಮಾತೂ ಕ್ಷಣಾರ್ಧದಲ್ಲಿ ಲಕ್ಷಾಂತರ ಜನರನ್ನು ತಲುಪುತ್ತದೆ. ಆದ್ದರಿಂದ ನಾಯಕರ ಜವಾಬ್ದಾರಿ ಇನ್ನಷ್ಟು ಹೆಚ್ಚಾಗಿದೆ. ಕಾರ್ಯಕರ್ತರು ನಾಯಕರನ್ನು ಅನುಸರಿಸುತ್ತಾರೆ. — [448, 1550, 809, 1601]
english-quote: "What is the meaning of 'died intestate'?" — [1194, 515, 1470, 531]
politics-paragraph: ಈ ರೀತಿ ವ್ಯಕ್ತಿಗತ ದಾಳಿ ಅಥವಾ ಸಾಂವಿಧಾನಿಕ ಸಂಸ್ಥೆಗಳ ಮೇಲಿನ ಆರೋಪಗಳು ಜನಸಾಮಾನ್ಯರ ವಿಶ್ವಾಸವನ್ನು ಕುಗ್ಗಿಸುತ್ತವೆ. ಚುನಾವಣಾ ಆಯೋಗ, ನ್ಯಾಯಾಂಗ, ಇವಿಎಂ ಬಗ್ಗೆ ಆಧಾರರಹಿತ ಆರೋಪಗಳು ಹೆಚ್ಚುತ್ತಿವೆ. — [833, 1411, 1171, 1464]
politics-paragraph: ಹಿಂದಿನ ತಲೆಮಾರಿನ ನಾಯಕರು ತೀವ್ರ ಭಿನ್ನಾಭಿಪ್ರಾಯಗಳ ನಡುವೆಯೂ ಪರಸ್ಪರ ಗೌರವ ಕಾಯ್ದುಕೊಳ್ಳುತ್ತಿದ್ದರು. ಅಟಲ್ ಬಿಹಾರಿ ವಾಜಪೇಯಿ ಮತ್ತು ನೆಹರು ಅವರ ನಡುವಿನ ಸಂಬಂಧ ಇದಕ್ಕೆ ಉದಾಹರಣೆ. — [448, 1607, 809, 1659]
english-quote: "When kid is napping, one who disturbs kid is said to have done kidnapping." — [1194, 475, 1501, 509]
vakradrushti-badge-box — [833, 234, 1171, 388]
language-paragraph: ಪೋಷಕರು ಹಾಗೂ ವಿದ್ಯಾರ್ಥಿಗಳು ಪ್ರತಿಭಟನೆ ನಡೆಸಿದರೂ ಪರಿಹಾರ ದೊರೆತಿಲ್ಲ. ಮಕ್ಕಳು ತಮ್ಮ ಮಾತೃಭಾಷೆಯಲ್ಲಿ ಕಲಿಯುವ ಹಕ್ಕನ್ನು ಕಳೆದುಕೊಳ್ಳುತ್ತಿದ್ದಾರೆ. — [560, 2069, 790, 2139]
vakradrushti-paragraph: "ಪ್ರಕರಣವನ್ನು ನೋಡಿ, ಇಂದಿನ ದಿನವೇ ತೀರ್ಪು ಕೊಡಿ" ಎಂದು ಕಕ್ಷಿದಾರರು ಒತ್ತಾಯಿಸಿದರು. "ವಾದ ಇಲ್ಲದೆ ತೀರ್ಪು ಹೇಗೆ?" ಎಂದು ಕೇಳಿದಾಗ ಎಲ್ಲರೂ ನಕ್ಕರು. — [448, 520, 817, 554]
language-lead-quote: ಯಾರೇನು ಹೇಳಿದರೂ ಕಾಸರಗೋಡು ಕನ್ನಡಿಗರಿಗೆ ತ್ರಿಶಂಕು ಸ್ವರ್ಗವೇ ಗತಿ. — [61, 2012, 261, 2046]
